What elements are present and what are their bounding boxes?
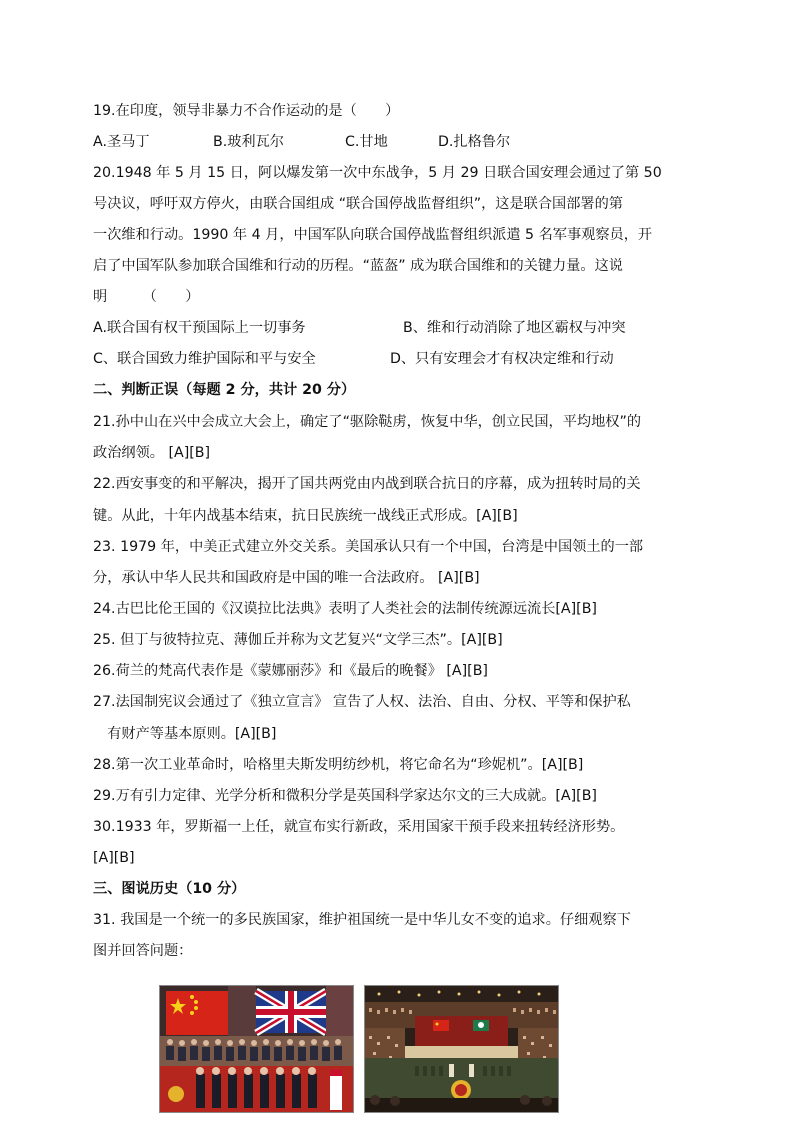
- q20-option-a: A.联合国有权干预国际上一切事务: [93, 320, 306, 336]
- tf-line: 30.1933 年，罗斯福一上任，就宣布实行新政，采用国家干预手段来扭转经济形势。: [93, 819, 625, 835]
- q20-line: 启了中国军队参加联合国维和行动的历程。“蓝盔” 成为联合国维和的关键力量。这说: [93, 258, 623, 274]
- tf-line: 29.万有引力定律、光学分析和微积分学是英国科学家达尔文的三大成就。[A][B]: [93, 788, 597, 804]
- q19-stem: 19.在印度，领导非暴力不合作运动的是（ ）: [93, 103, 400, 119]
- q20-option-c: C、联合国致力维护国际和平与安全: [93, 351, 316, 367]
- tf-line: 25. 但丁与彼特拉克、薄伽丘并称为文艺复兴“文学三杰”。[A][B]: [93, 632, 503, 648]
- q19-option-b: B.玻利瓦尔: [213, 134, 284, 150]
- tf-line: 22.西安事变的和平解决，揭开了国共两党由内战到联合抗日的序幕，成为扭转时局的关: [93, 476, 641, 492]
- q20-option-b: B、维和行动消除了地区霸权与冲突: [403, 320, 626, 336]
- tf-line: 27.法国制宪议会通过了《独立宣言》 宣告了人权、法治、自由、分权、平等和保护私: [93, 694, 631, 710]
- section3-heading: 三、图说历史（10 分）: [93, 881, 246, 897]
- tf-line: 28.第一次工业革命时，哈格里夫斯发明纺纱机，将它命名为“珍妮机”。[A][B]: [93, 757, 584, 773]
- tf-line: 政治纲领。 [A][B]: [93, 445, 211, 461]
- tf-line: 21.孙中山在兴中会成立大会上，确定了“驱除鞑虏，恢复中华，创立民国，平均地权”的: [93, 414, 642, 430]
- tf-line: 23. 1979 年，中美正式建立外交关系。美国承认只有一个中国，台湾是中国领土的一部: [93, 539, 644, 555]
- q20-option-d: D、只有安理会才有权决定维和行动: [390, 351, 614, 367]
- q20-line: 20.1948 年 5 月 15 日，阿以爆发第一次中东战争，5 月 29 日联合国安理会通过了第 50: [93, 165, 662, 181]
- tf-line: 有财产等基本原则。[A][B]: [93, 726, 277, 742]
- section2-heading: 二、判断正误（每题 2 分，共计 20 分）: [93, 382, 356, 398]
- tf-line: [A][B]: [93, 850, 135, 866]
- q20-line: 号决议，呼吁双方停火，由联合国组成 “联合国停战监督组织”，这是联合国部署的第: [93, 196, 623, 212]
- q19-option-c: C.甘地: [345, 134, 388, 150]
- q19-option-a: A.圣马丁: [93, 134, 150, 150]
- q19-option-d: D.扎格鲁尔: [438, 134, 511, 150]
- tf-line: 键。从此，十年内战基本结束，抗日民族统一战线正式形成。[A][B]: [93, 508, 518, 524]
- q20-line: 一次维和行动。1990 年 4 月，中国军队向联合国停战监督组织派遣 5 名军事观察员，开: [93, 227, 653, 243]
- tf-line: 24.古巴比伦王国的《汉谟拉比法典》表明了人类社会的法制传统源远流长[A][B]: [93, 601, 597, 617]
- macau-handover-ceremony-photo: [364, 985, 559, 1113]
- tf-line: 分，承认中华人民共和国政府是中国的唯一合法政府。 [A][B]: [93, 570, 480, 586]
- q31-line: 31. 我国是一个统一的多民族国家，维护祖国统一是中华儿女不变的追求。仔细观察下: [93, 912, 631, 928]
- q31-line: 图并回答问题：: [93, 943, 193, 959]
- q20-line: 明 （ ）: [93, 289, 200, 305]
- hong-kong-handover-ceremony-photo: [159, 985, 354, 1113]
- tf-line: 26.荷兰的梵高代表作是《蒙娜丽莎》和《最后的晚餐》 [A][B]: [93, 663, 488, 679]
